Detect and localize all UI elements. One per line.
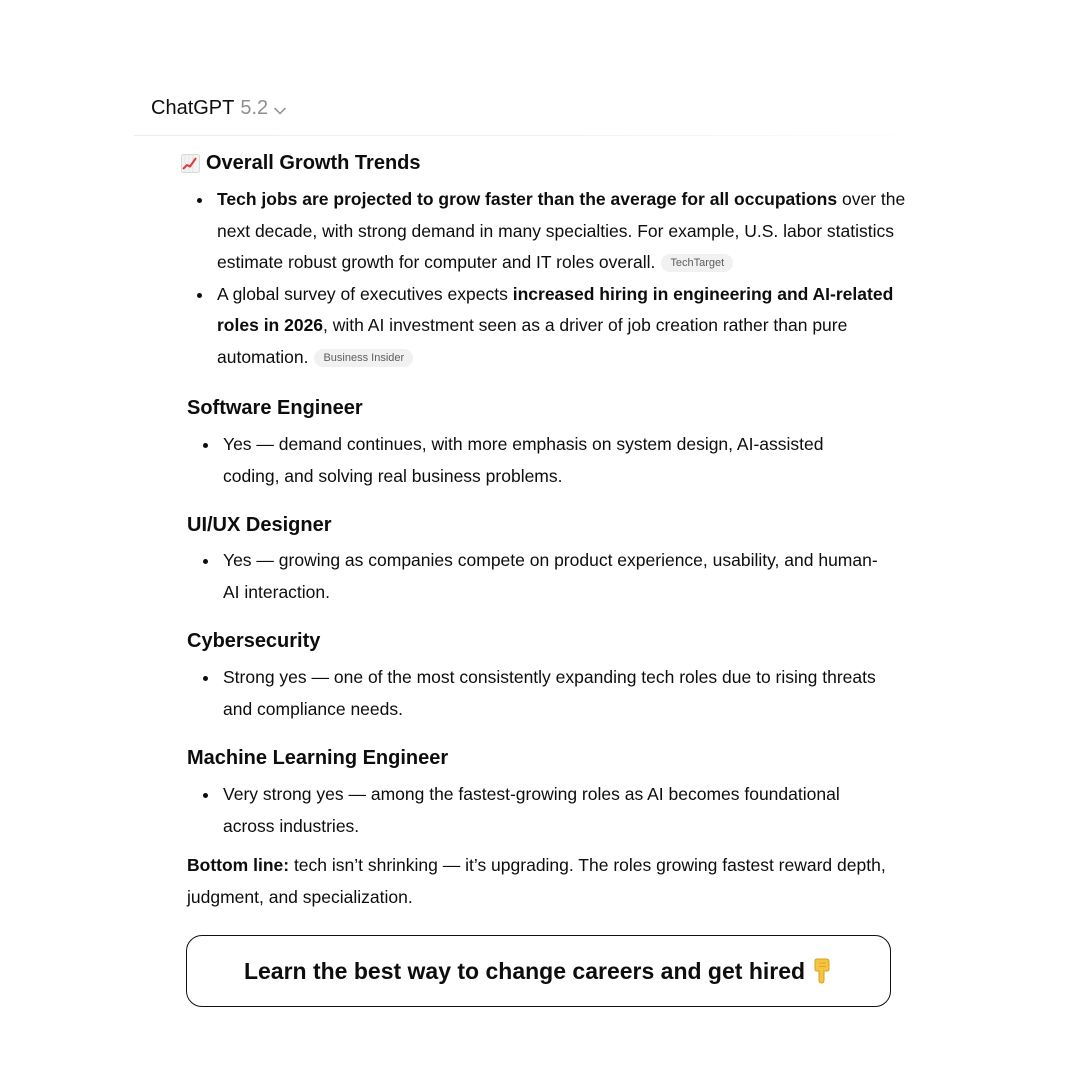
section-title: Overall Growth Trends — [206, 152, 421, 174]
role-list — [223, 662, 883, 725]
list-item: Strong yes — one of the most consistently expanding tech roles due to rising threats and compliance needs. — [223, 662, 883, 725]
item-lead: A global survey of executives expects — [217, 283, 513, 304]
role-heading: Cybersecurity — [187, 630, 321, 652]
item-bold: Tech jobs are projected to grow faster than the average for all occupations — [217, 189, 838, 209]
item-text: , with AI investment seen as a driver of job creation rather than pure automation. — [217, 315, 848, 367]
role-list — [223, 779, 888, 842]
chart-increasing-icon — [181, 154, 200, 173]
pointing-down-hand-icon — [811, 958, 833, 984]
bottom-line-label: Bottom line: — [187, 855, 290, 875]
role-heading: Software Engineer — [187, 397, 363, 419]
role-list — [223, 429, 883, 492]
list-item — [217, 279, 907, 374]
source-chip[interactable]: TechTarget — [661, 254, 733, 272]
bottom-line-text: tech isn’t shrinking — it’s upgrading. The roles growing fastest reward depth, judgment, and specialization. — [187, 855, 886, 907]
item-text: over the next decade, with strong demand in many specialties. For example, U.S. labor statistics estimate robust growth for computer and IT roles overall. — [217, 189, 906, 272]
cta-label: Learn the best way to change careers and get hired — [243, 957, 806, 984]
role-heading: Machine Learning Engineer — [187, 747, 449, 769]
source-chip[interactable]: Business Insider — [314, 349, 413, 367]
list-item: Very strong yes — among the fastest-growing roles as AI becomes foundational across industries. — [223, 779, 888, 842]
header-divider — [134, 135, 944, 136]
section-heading-trends — [181, 150, 421, 176]
item-bold: increased hiring in engineering and AI-related roles in 2026 — [217, 283, 894, 335]
model-name: ChatGPT — [151, 97, 235, 119]
bottom-line — [187, 850, 887, 913]
cta-button[interactable] — [186, 935, 891, 1007]
role-list — [223, 545, 883, 608]
list-item: Yes — growing as companies compete on product experience, usability, and human-AI interaction. — [223, 545, 883, 608]
list-item — [217, 184, 907, 279]
trends-list — [217, 184, 907, 373]
model-version: 5.2 — [240, 97, 269, 119]
role-heading: UI/UX Designer — [187, 514, 332, 536]
list-item: Yes — demand continues, with more emphasis on system design, AI-assisted coding, and solving real business problems. — [223, 429, 883, 492]
model-selector[interactable] — [151, 94, 286, 122]
chevron-down-icon — [274, 96, 286, 122]
